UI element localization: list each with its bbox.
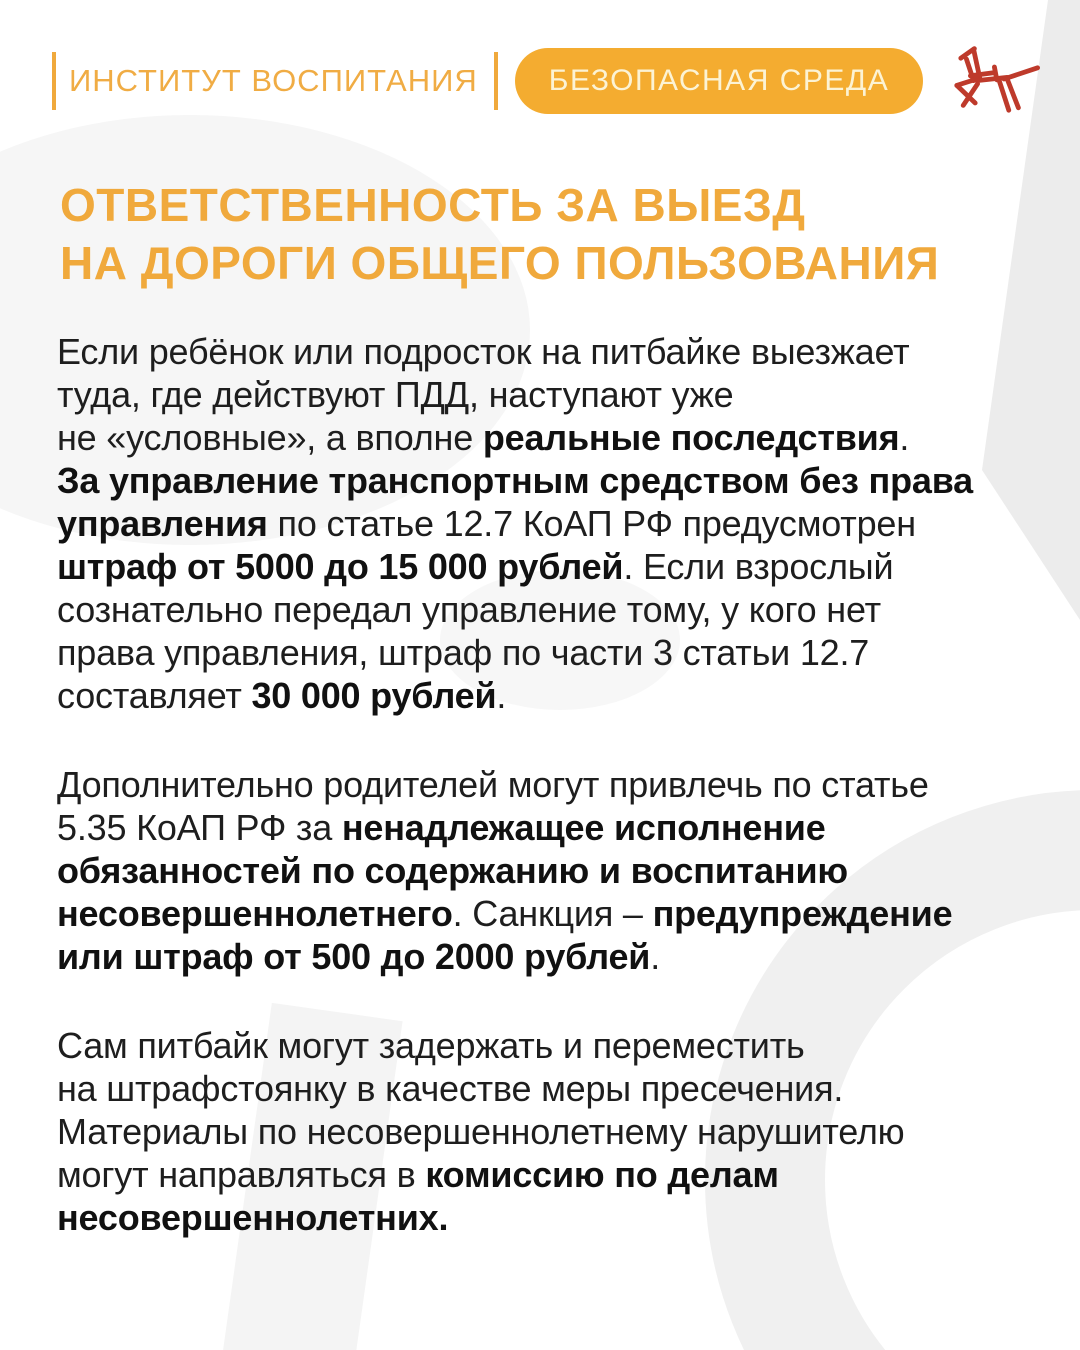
text-line: 5.35 КоАП РФ за ненадлежащее исполнение bbox=[57, 807, 826, 848]
text-line: несовершеннолетних. bbox=[57, 1197, 449, 1238]
paragraph-2 bbox=[57, 763, 1032, 978]
text-line: штраф от 5000 до 15 000 рублей. Если взрослый bbox=[57, 546, 894, 587]
text-line: Сам питбайк могут задержать и переместить bbox=[57, 1025, 805, 1066]
badge-pill: БЕЗОПАСНАЯ СРЕДА bbox=[515, 48, 923, 114]
text-line: Материалы по несовершеннолетнему нарушителю bbox=[57, 1111, 905, 1152]
text-line: Дополнительно родителей могут привлечь по статье bbox=[57, 764, 929, 805]
page-title-line-2: НА ДОРОГИ ОБЩЕГО ПОЛЬЗОВАНИЯ bbox=[60, 237, 940, 289]
text-line: не «условные», а вполне реальные последствия. bbox=[57, 417, 910, 458]
text-line: туда, где действуют ПДД, наступают уже bbox=[57, 374, 734, 415]
text-line: или штраф от 500 до 2000 рублей. bbox=[57, 936, 661, 977]
page-title-line-1: ОТВЕТСТВЕННОСТЬ ЗА ВЫЕЗД bbox=[60, 179, 806, 231]
text-line: права управления, штраф по части 3 статьи 12.7 bbox=[57, 632, 870, 673]
paragraph-1 bbox=[57, 330, 1032, 717]
body-text bbox=[57, 330, 1032, 1285]
page-title bbox=[60, 176, 1044, 292]
text-line: управления по статье 12.7 КоАП РФ предусмотрен bbox=[57, 503, 916, 544]
text-line: За управление транспортным средством без права bbox=[57, 460, 973, 501]
header-right-divider bbox=[494, 52, 498, 110]
brand-name: ИНСТИТУТ ВОСПИТАНИЯ bbox=[69, 63, 478, 98]
stick-horse-logo-icon bbox=[940, 26, 1044, 144]
text-line: могут направляться в комиссию по делам bbox=[57, 1154, 779, 1195]
text-line: составляет 30 000 рублей. bbox=[57, 675, 507, 716]
header bbox=[52, 46, 920, 116]
header-left-divider bbox=[52, 52, 56, 110]
text-line: Если ребёнок или подросток на питбайке выезжает bbox=[57, 331, 910, 372]
text-line: сознательно передал управление тому, у кого нет bbox=[57, 589, 881, 630]
text-line: на штрафстоянку в качестве меры пресечения. bbox=[57, 1068, 844, 1109]
paragraph-3 bbox=[57, 1024, 1032, 1239]
text-line: несовершеннолетнего. Санкция – предупреждение bbox=[57, 893, 953, 934]
text-line: обязанностей по содержанию и воспитанию bbox=[57, 850, 848, 891]
